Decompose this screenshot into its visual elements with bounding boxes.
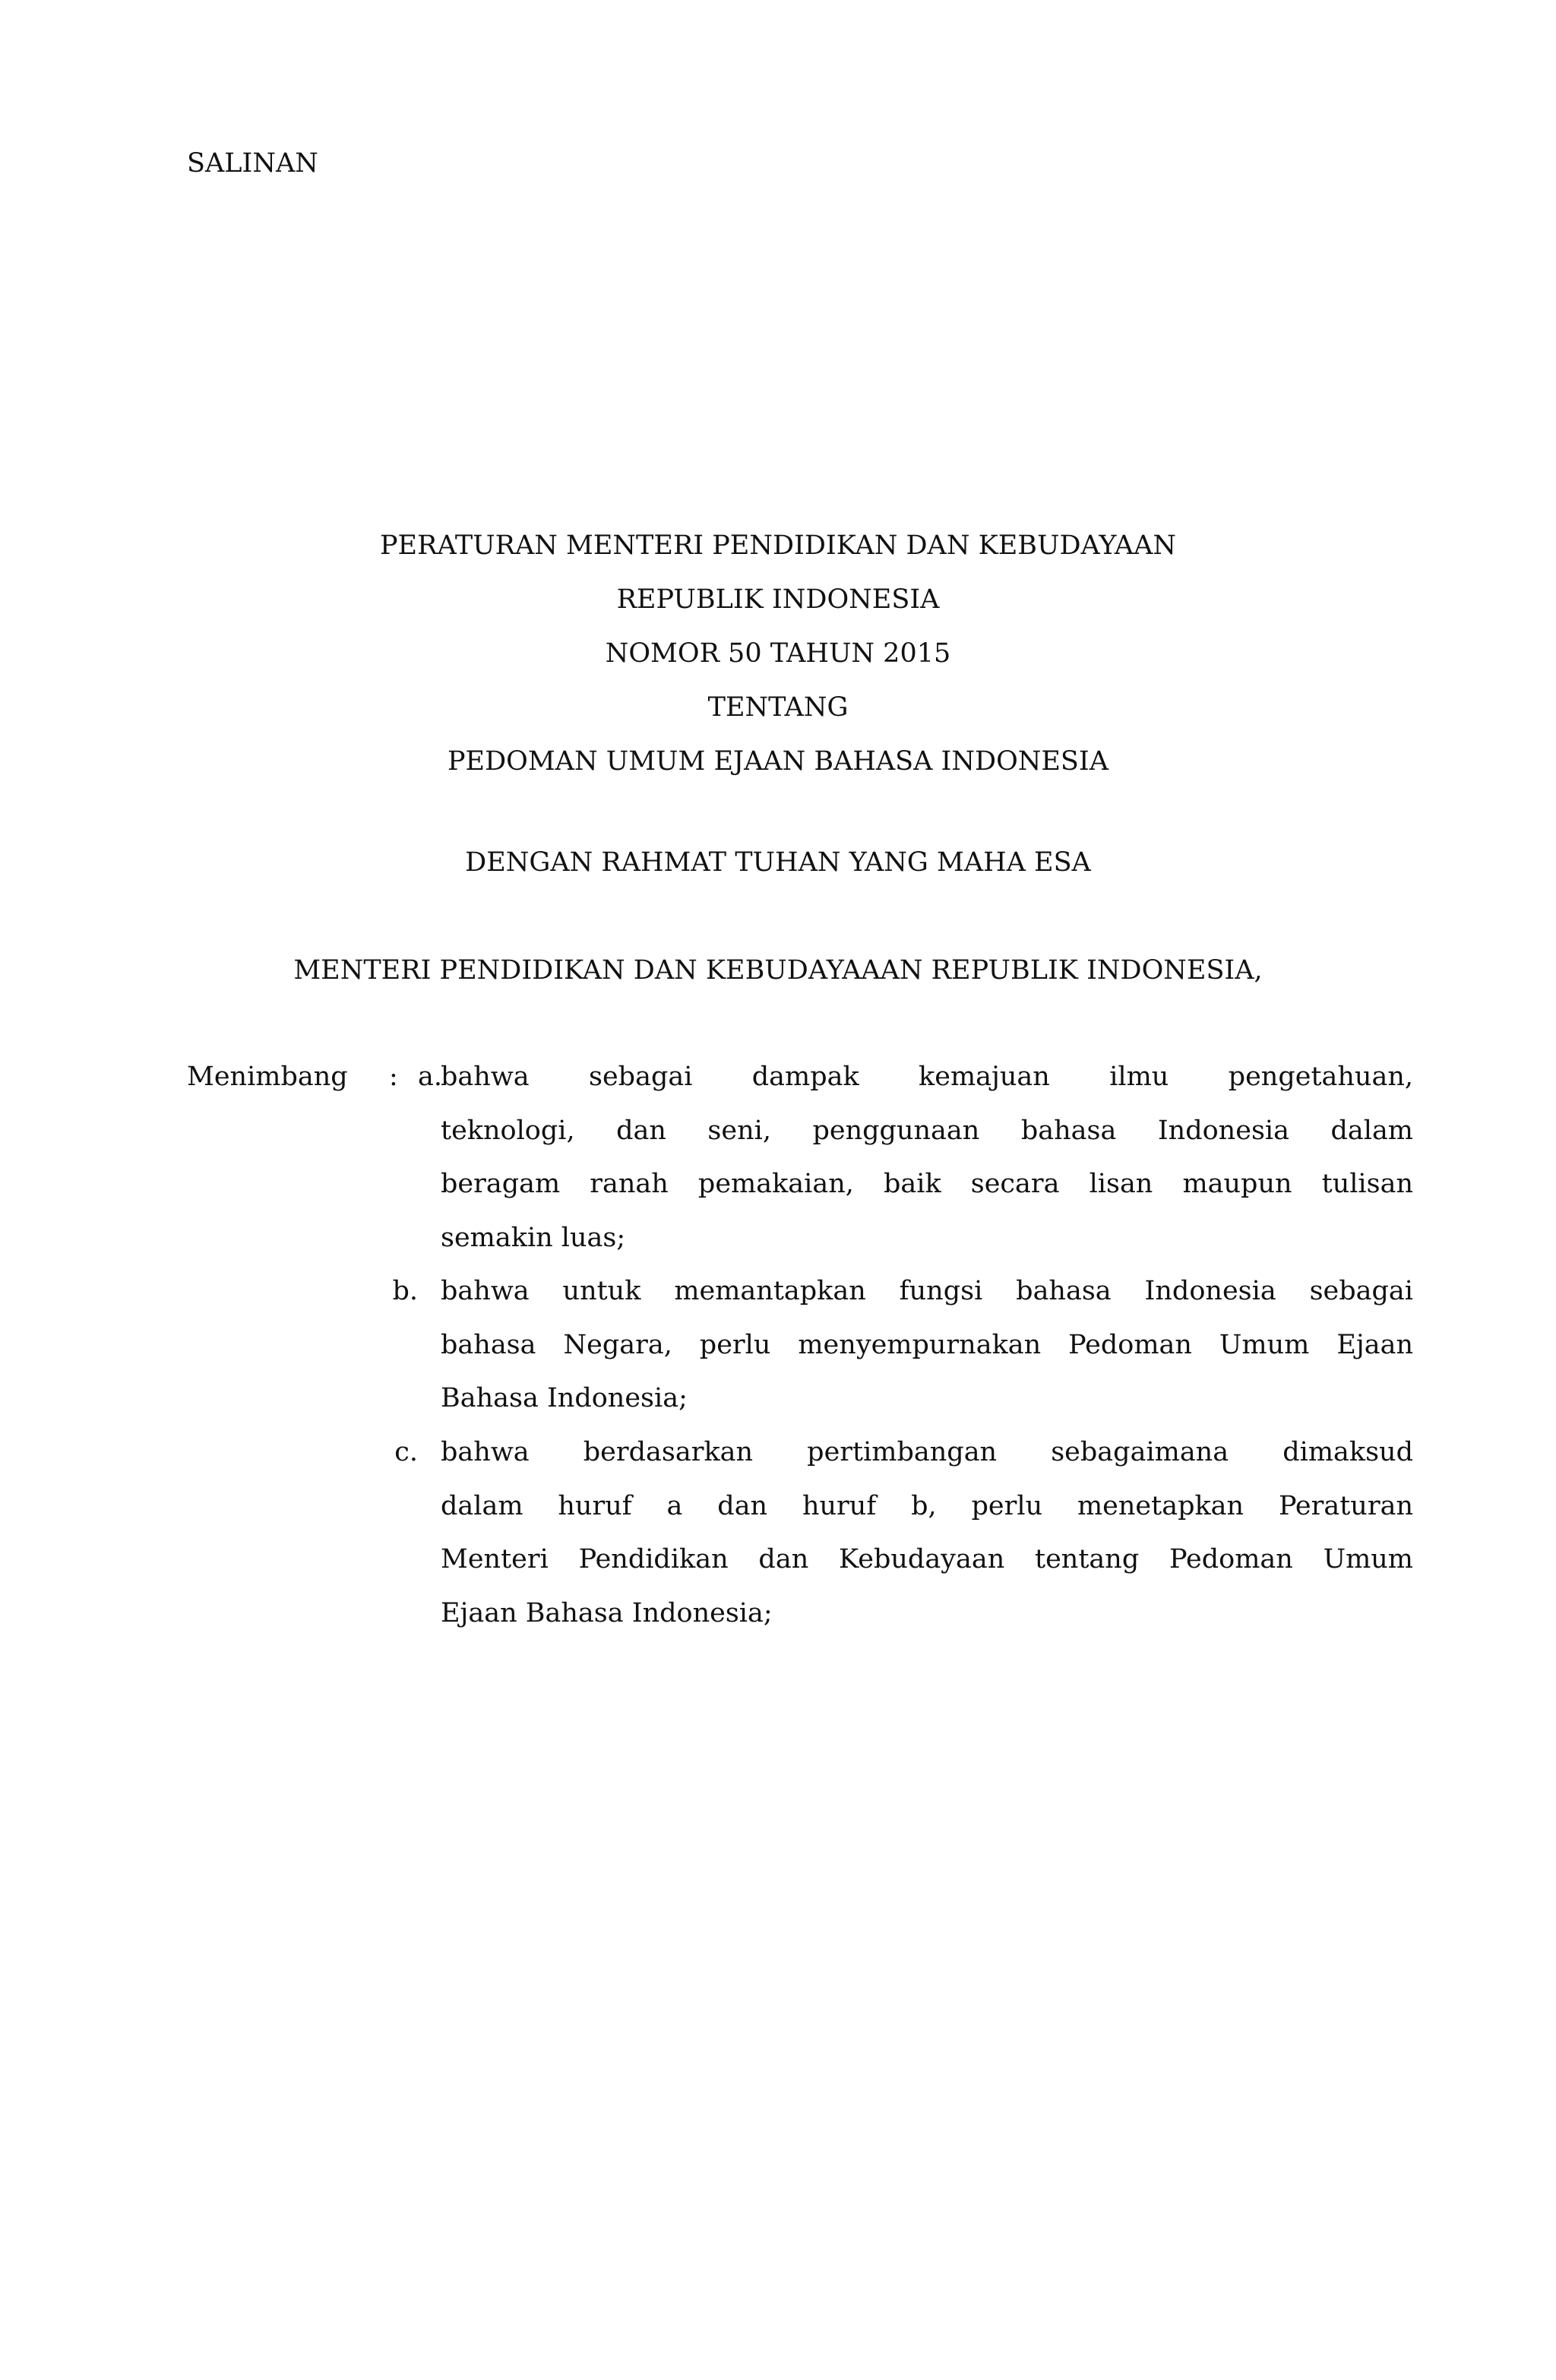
item-line: bahwa sebagai dampak kemajuan ilmu pengetahuan, bbox=[441, 1062, 1413, 1092]
item-line: Ejaan Bahasa Indonesia; bbox=[441, 1597, 773, 1628]
considering-item-b bbox=[441, 1264, 1413, 1426]
item-letter-c: c. bbox=[394, 1437, 418, 1467]
regulation-title bbox=[0, 519, 1556, 789]
considering-item-a bbox=[441, 1050, 1413, 1264]
item-letter-b: b. bbox=[392, 1276, 418, 1306]
item-line: semakin luas; bbox=[441, 1222, 626, 1253]
item-letter-a: a. bbox=[418, 1062, 442, 1092]
title-line: PERATURAN MENTERI PENDIDIKAN DAN KEBUDAYAAN bbox=[380, 530, 1176, 561]
title-line: PEDOMAN UMUM EJAAN BAHASA INDONESIA bbox=[447, 746, 1109, 777]
considering-colon: : bbox=[389, 1062, 398, 1092]
item-line: dalam huruf a dan huruf b, perlu menetapkan Peraturan bbox=[441, 1490, 1413, 1521]
item-line: beragam ranah pemakaian, baik secara lisan maupun tulisan bbox=[441, 1169, 1413, 1199]
considering-item-c bbox=[441, 1426, 1413, 1640]
copy-stamp: SALINAN bbox=[187, 148, 318, 179]
considering-label: Menimbang bbox=[187, 1062, 348, 1092]
title-line: NOMOR 50 TAHUN 2015 bbox=[605, 638, 951, 669]
title-line: REPUBLIK INDONESIA bbox=[616, 584, 940, 615]
item-line: bahwa berdasarkan pertimbangan sebagaimana dimaksud bbox=[441, 1437, 1413, 1467]
invocation: DENGAN RAHMAT TUHAN YANG MAHA ESA bbox=[465, 847, 1091, 878]
issuing-authority: MENTERI PENDIDIKAN DAN KEBUDAYAAAN REPUBLIK INDONESIA, bbox=[293, 955, 1263, 986]
item-line: teknologi, dan seni, penggunaan bahasa Indonesia dalam bbox=[441, 1115, 1413, 1146]
item-line: bahasa Negara, perlu menyempurnakan Pedoman Umum Ejaan bbox=[441, 1329, 1413, 1360]
item-line: bahwa untuk memantapkan fungsi bahasa Indonesia sebagai bbox=[441, 1276, 1413, 1306]
item-line: Menteri Pendidikan dan Kebudayaan tentang Pedoman Umum bbox=[441, 1544, 1413, 1575]
item-line: Bahasa Indonesia; bbox=[441, 1383, 688, 1413]
title-line: TENTANG bbox=[707, 692, 849, 723]
